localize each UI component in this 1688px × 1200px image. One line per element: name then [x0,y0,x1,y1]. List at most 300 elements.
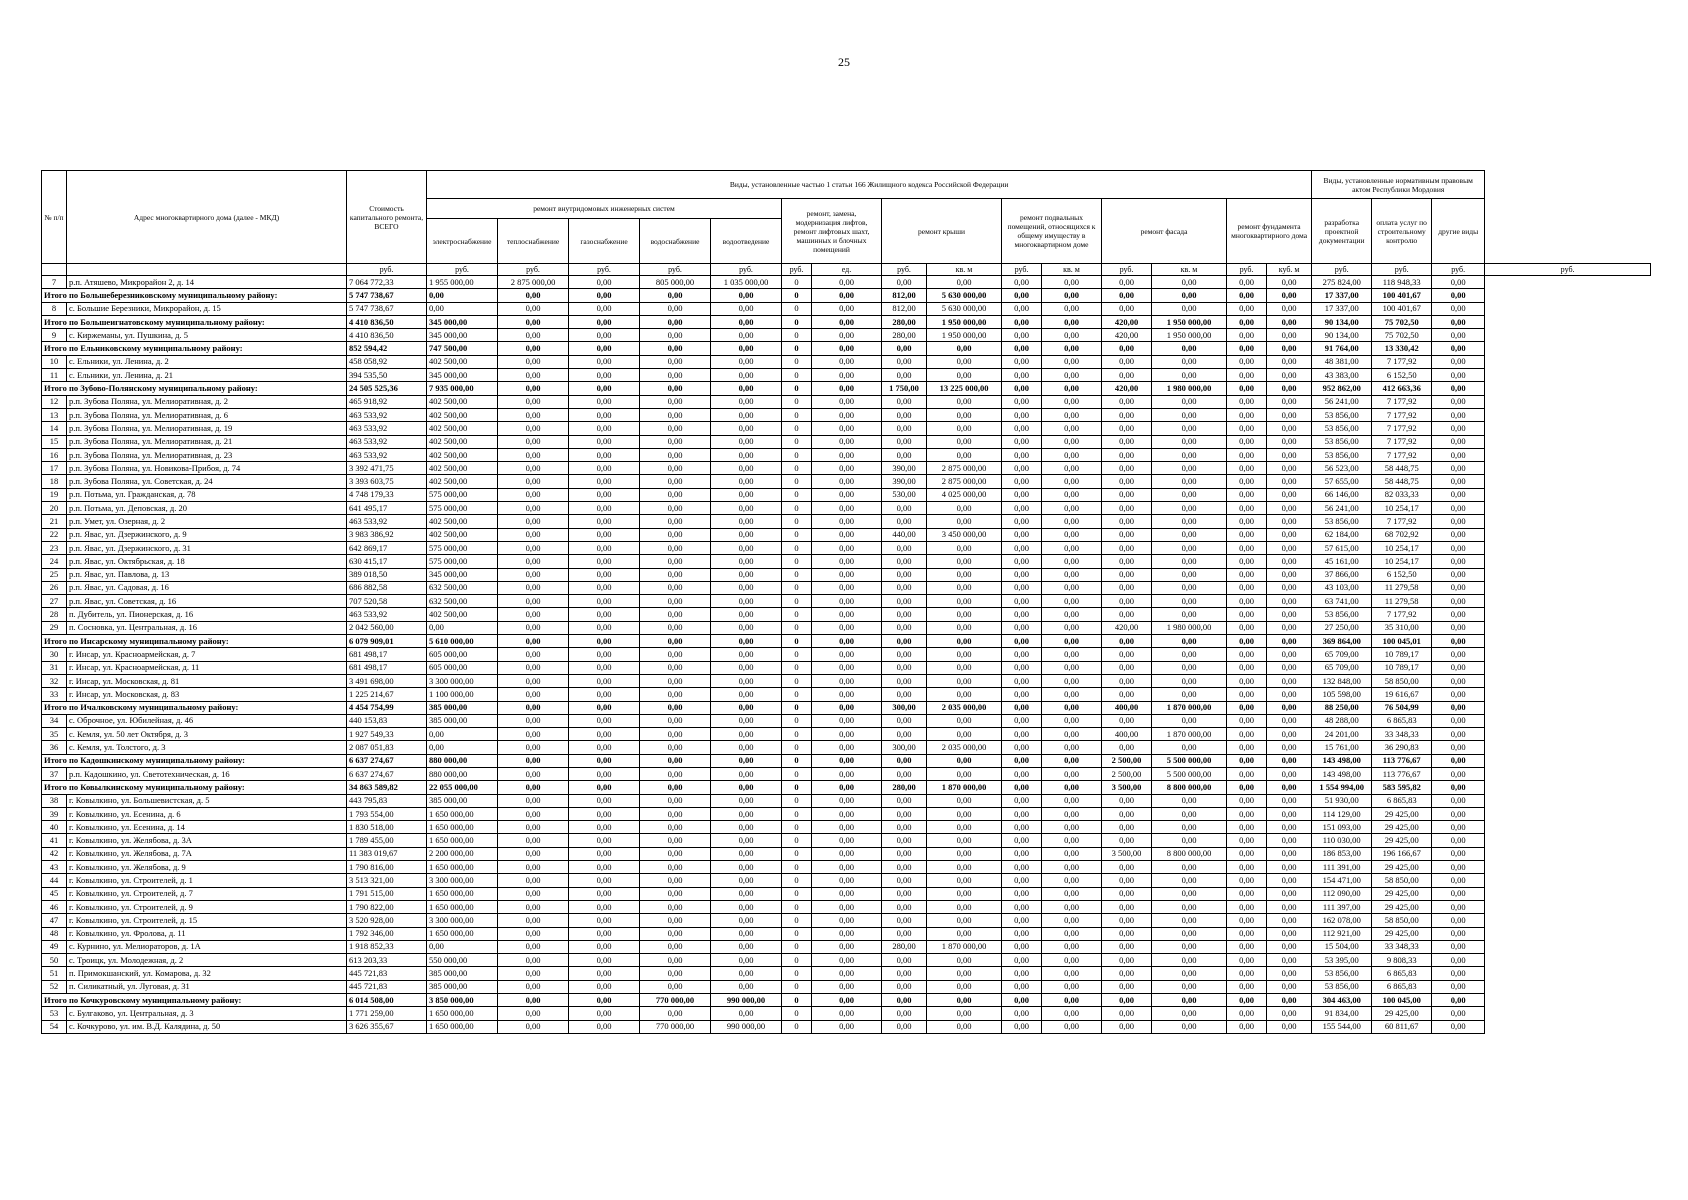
row-value-cell: 0,00 [569,342,640,355]
row-value-cell: 0,00 [812,289,882,302]
row-value-cell: 0,00 [1152,435,1227,448]
row-value-cell: 0,00 [1227,635,1267,648]
row-number: 21 [42,515,67,528]
row-value-cell: 0 [782,767,812,780]
row-value-cell: 0,00 [1042,954,1102,967]
row-value-cell: 0,00 [711,648,782,661]
row-value-cell: 0,00 [498,794,569,807]
row-value-cell: 300,00 [882,741,927,754]
row-value-cell: 0,00 [1042,355,1102,368]
row-value-cell: 0,00 [1152,861,1227,874]
row-value-cell: 0,00 [1227,847,1267,860]
row-value-cell: 0,00 [1042,754,1102,767]
row-value-cell: 0,00 [1432,395,1485,408]
row-value-cell: 0,00 [812,1020,882,1033]
row-value-cell: 0,00 [1102,900,1152,913]
row-value-cell: 0,00 [1227,462,1267,475]
row-value-cell: 0,00 [711,1007,782,1020]
row-value-cell: 53 856,00 [1312,448,1372,461]
row-value-cell: 0,00 [711,781,782,794]
row-value-cell: 34 863 589,82 [347,781,427,794]
row-value-cell: 0,00 [1267,648,1312,661]
row-value-cell: 0 [782,422,812,435]
row-value-cell: 114 129,00 [1312,807,1372,820]
row-value-cell: 0,00 [711,422,782,435]
row-value-cell: 0,00 [1432,528,1485,541]
row-value-cell: 0,00 [1432,355,1485,368]
row-value-cell: 17 337,00 [1312,289,1372,302]
row-value-cell: 0,00 [1432,940,1485,953]
row-value-cell: 0,00 [640,528,711,541]
row-value-cell: 0,00 [569,435,640,448]
row-value-cell: 65 709,00 [1312,648,1372,661]
row-value-cell: 0,00 [640,355,711,368]
row-value-cell: 4 454 754,99 [347,701,427,714]
row-value-cell: 0,00 [1227,674,1267,687]
header-foundation: ремонт фундамента многоквартирного дома [1227,199,1312,264]
row-number: 34 [42,714,67,727]
row-value-cell: 100 045,00 [1372,994,1432,1007]
row-value-cell: 0,00 [1432,754,1485,767]
row-value-cell: 0,00 [1102,1020,1152,1033]
row-value-cell: 0,00 [711,608,782,621]
row-address: г. Ковылкино, ул. Большевистская, д. 5 [67,794,347,807]
row-value-cell: 10 789,17 [1372,648,1432,661]
row-value-cell: 0,00 [812,541,882,554]
row-value-cell: 0,00 [569,608,640,621]
header-roof: ремонт крыши [882,199,1002,264]
row-value-cell: 0,00 [1152,874,1227,887]
row-value-cell: 0,00 [640,555,711,568]
table-body [42,276,1651,1034]
row-value-cell: 0,00 [640,448,711,461]
row-value-cell: 0,00 [1102,302,1152,315]
row-value-cell: 0,00 [1227,767,1267,780]
row-value-cell: 10 254,17 [1372,502,1432,515]
row-value-cell: 0,00 [1102,555,1152,568]
row-value-cell: 445 721,83 [347,980,427,993]
row-value-cell: 0,00 [1432,701,1485,714]
row-value-cell: 0,00 [569,940,640,953]
row-address: р.п. Атяшево, Микрорайон 2, д. 14 [67,276,347,289]
row-value-cell: 0,00 [640,674,711,687]
row-value-cell: 0,00 [711,754,782,767]
row-number: 44 [42,874,67,887]
row-value-cell: 4 748 179,33 [347,488,427,501]
header-group-engineering: ремонт внутридомовых инженерных систем [427,199,782,219]
row-value-cell: 463 533,92 [347,408,427,421]
row-address: г. Ковылкино, ул. Строителей, д. 1 [67,874,347,887]
row-value-cell: 0,00 [640,847,711,860]
row-value-cell: 0,00 [882,621,927,634]
row-value-cell: 390,00 [882,475,927,488]
row-value-cell: 0,00 [498,1020,569,1033]
row-value-cell: 0 [782,781,812,794]
row-value-cell: 58 850,00 [1372,874,1432,887]
row-value-cell: 0,00 [1432,488,1485,501]
row-value-cell: 0,00 [1042,608,1102,621]
row-value-cell: 0,00 [1432,515,1485,528]
row-value-cell: 0,00 [640,661,711,674]
row-value-cell: 0,00 [1002,595,1042,608]
row-number: 17 [42,462,67,475]
row-value-cell: 0,00 [1042,874,1102,887]
row-value-cell: 550 000,00 [427,954,498,967]
row-value-cell: 0,00 [1227,608,1267,621]
row-value-cell: 0,00 [1432,648,1485,661]
row-value-cell: 1 927 549,33 [347,728,427,741]
row-value-cell: 0,00 [1002,741,1042,754]
row-value-cell: 345 000,00 [427,315,498,328]
row-value-cell: 440,00 [882,528,927,541]
row-value-cell: 2 035 000,00 [927,701,1002,714]
row-value-cell: 0,00 [711,382,782,395]
row-address: п. Дубитель, ул. Пионерская, д. 16 [67,608,347,621]
row-value-cell: 0,00 [812,448,882,461]
row-value-cell: 0,00 [1042,635,1102,648]
row-value-cell: 155 544,00 [1312,1020,1372,1033]
row-value-cell: 0,00 [640,701,711,714]
row-value-cell: 0,00 [1042,821,1102,834]
row-value-cell: 0,00 [1002,342,1042,355]
row-value-cell: 1 950 000,00 [1152,329,1227,342]
row-value-cell: 0,00 [1102,276,1152,289]
row-value-cell: 3 393 603,75 [347,475,427,488]
row-value-cell: 0,00 [498,488,569,501]
row-value-cell: 58 850,00 [1372,914,1432,927]
row-value-cell: 0,00 [927,914,1002,927]
row-value-cell: 0,00 [1002,781,1042,794]
row-value-cell: 613 203,33 [347,954,427,967]
row-value-cell: 0,00 [640,967,711,980]
row-value-cell: 0,00 [1432,874,1485,887]
row-value-cell: 0,00 [1227,821,1267,834]
row-value-cell: 0,00 [711,355,782,368]
row-value-cell: 0,00 [1267,980,1312,993]
row-address: с. Оброчное, ул. Юбилейная, д. 46 [67,714,347,727]
row-value-cell: 7 177,92 [1372,422,1432,435]
row-value-cell: 43 383,00 [1312,369,1372,382]
header-basement: ремонт подвальных помещений, относящихся к общему имуществу в многоквартирном доме [1002,199,1102,264]
row-value-cell: 0,00 [1002,794,1042,807]
row-value-cell: 0 [782,834,812,847]
row-value-cell: 0,00 [1432,1007,1485,1020]
row-value-cell: 3 850 000,00 [427,994,498,1007]
row-value-cell: 22 055 000,00 [427,781,498,794]
row-value-cell: 8 800 000,00 [1152,847,1227,860]
row-value-cell: 0,00 [569,954,640,967]
row-value-cell: 605 000,00 [427,648,498,661]
row-value-cell: 33 348,33 [1372,728,1432,741]
row-value-cell: 53 856,00 [1312,980,1372,993]
row-value-cell: 0,00 [812,914,882,927]
unit-cell: руб. [1002,264,1042,276]
row-value-cell: 630 415,17 [347,555,427,568]
row-address: р.п. Умет, ул. Озерная, д. 2 [67,515,347,528]
row-value-cell: 0,00 [1267,302,1312,315]
row-value-cell: 0 [782,794,812,807]
row-value-cell: 385 000,00 [427,980,498,993]
district-total-row [42,781,1651,794]
row-value-cell: 0,00 [927,422,1002,435]
row-value-cell: 0 [782,688,812,701]
row-value-cell: 0,00 [711,448,782,461]
table-row [42,648,1651,661]
row-value-cell: 0,00 [882,541,927,554]
row-value-cell: 0,00 [812,315,882,328]
row-value-cell: 0,00 [1002,927,1042,940]
row-value-cell: 463 533,92 [347,515,427,528]
row-value-cell: 0,00 [1042,728,1102,741]
row-value-cell: 0 [782,408,812,421]
row-value-cell: 0,00 [1227,954,1267,967]
header-water: водоснабжение [640,219,711,264]
row-value-cell: 463 533,92 [347,435,427,448]
row-value-cell: 0,00 [1227,834,1267,847]
row-value-cell: 7 177,92 [1372,395,1432,408]
row-value-cell: 0,00 [1267,342,1312,355]
row-value-cell: 0,00 [812,927,882,940]
row-value-cell: 0,00 [812,794,882,807]
district-total-label: Итого по Ковылкинскому муниципальному району: [42,781,347,794]
table-row [42,329,1651,342]
row-value-cell: 0,00 [1267,847,1312,860]
row-value-cell: 0,00 [498,728,569,741]
row-value-cell: 0,00 [1102,568,1152,581]
row-value-cell: 3 300 000,00 [427,674,498,687]
row-value-cell: 0 [782,488,812,501]
row-value-cell: 0,00 [927,954,1002,967]
row-value-cell: 389 018,50 [347,568,427,581]
row-value-cell: 0 [782,289,812,302]
row-value-cell: 0,00 [498,355,569,368]
district-total-row [42,289,1651,302]
row-value-cell: 100 401,67 [1372,302,1432,315]
unit-cell: руб. [1227,264,1267,276]
row-value-cell: 111 397,00 [1312,900,1372,913]
row-value-cell: 0,00 [498,448,569,461]
row-value-cell: 0,00 [640,369,711,382]
row-value-cell: 0,00 [1042,581,1102,594]
row-number: 7 [42,276,67,289]
row-value-cell: 88 250,00 [1312,701,1372,714]
row-address: г. Ковылкино, ул. Строителей, д. 7 [67,887,347,900]
units-row [42,264,1651,276]
row-number: 25 [42,568,67,581]
row-value-cell: 0,00 [882,408,927,421]
row-value-cell: 0,00 [1002,1020,1042,1033]
table-row [42,595,1651,608]
row-value-cell: 770 000,00 [640,994,711,1007]
row-value-cell: 0,00 [1432,728,1485,741]
row-value-cell: 7 064 772,33 [347,276,427,289]
row-number: 11 [42,369,67,382]
row-value-cell: 24 201,00 [1312,728,1372,741]
table-row [42,488,1651,501]
row-value-cell: 0,00 [927,276,1002,289]
row-value-cell: 0,00 [498,462,569,475]
row-value-cell: 0,00 [640,315,711,328]
row-value-cell: 0 [782,448,812,461]
row-value-cell: 6 865,83 [1372,967,1432,980]
row-address: с. Ельники, ул. Ленина, д. 2 [67,355,347,368]
row-value-cell: 0 [782,674,812,687]
row-value-cell: 0,00 [1002,940,1042,953]
row-address: г. Ковылкино, ул. Есенина, д. 6 [67,807,347,820]
row-value-cell: 0,00 [1152,302,1227,315]
row-value-cell: 0,00 [882,422,927,435]
row-value-cell: 0,00 [1152,674,1227,687]
row-value-cell: 0,00 [1267,900,1312,913]
row-value-cell: 0,00 [1152,355,1227,368]
row-value-cell: 0,00 [1267,382,1312,395]
row-value-cell: 0,00 [569,541,640,554]
row-address: с. Курнино, ул. Мелиораторов, д. 1А [67,940,347,953]
row-value-cell: 0,00 [812,847,882,860]
row-value-cell: 0,00 [1002,874,1042,887]
table-row [42,821,1651,834]
row-value-cell: 0,00 [1102,994,1152,1007]
row-value-cell: 7 177,92 [1372,608,1432,621]
row-value-cell: 0,00 [640,382,711,395]
row-value-cell: 0,00 [498,408,569,421]
row-value-cell: 0,00 [711,900,782,913]
row-value-cell: 0,00 [427,741,498,754]
row-number: 26 [42,581,67,594]
row-value-cell: 0 [782,701,812,714]
row-value-cell: 0,00 [927,887,1002,900]
row-value-cell: 0,00 [1042,395,1102,408]
row-value-cell: 24 505 525,36 [347,382,427,395]
row-value-cell: 0,00 [927,435,1002,448]
row-value-cell: 0,00 [1102,515,1152,528]
row-value-cell: 0,00 [711,502,782,515]
row-value-cell: 0,00 [882,608,927,621]
row-value-cell: 0,00 [1102,980,1152,993]
row-value-cell: 90 134,00 [1312,329,1372,342]
row-value-cell: 0,00 [812,422,882,435]
row-value-cell: 0,00 [1102,741,1152,754]
row-value-cell: 6 865,83 [1372,980,1432,993]
row-value-cell: 0,00 [1432,927,1485,940]
row-value-cell: 0,00 [569,568,640,581]
row-value-cell: 0,00 [1002,728,1042,741]
row-address: р.п. Зубова Поляна, ул. Мелиоративная, д. 23 [67,448,347,461]
row-value-cell: 0,00 [1432,302,1485,315]
row-value-cell: 0,00 [1227,475,1267,488]
row-value-cell: 0,00 [1002,422,1042,435]
row-value-cell: 0,00 [1042,315,1102,328]
row-value-cell: 0,00 [1042,847,1102,860]
row-value-cell: 105 598,00 [1312,688,1372,701]
row-value-cell: 0,00 [882,874,927,887]
row-value-cell: 1 870 000,00 [1152,728,1227,741]
row-value-cell: 0,00 [1152,688,1227,701]
row-value-cell: 1 650 000,00 [427,927,498,940]
row-value-cell: 0,00 [1002,1007,1042,1020]
row-value-cell: 0 [782,528,812,541]
row-value-cell: 0,00 [1152,488,1227,501]
unit-cell: руб. [782,264,812,276]
table-row [42,435,1651,448]
row-value-cell: 110 030,00 [1312,834,1372,847]
table-row [42,502,1651,515]
row-value-cell: 0,00 [1432,502,1485,515]
row-value-cell: 0,00 [1432,914,1485,927]
district-total-row [42,701,1651,714]
row-address: р.п. Зубова Поляна, ул. Мелиоративная, д. 19 [67,422,347,435]
row-value-cell: 29 425,00 [1372,807,1432,820]
row-value-cell: 0,00 [1432,794,1485,807]
row-value-cell: 0 [782,395,812,408]
row-value-cell: 0,00 [1227,980,1267,993]
table-row [42,954,1651,967]
row-value-cell: 402 500,00 [427,608,498,621]
row-value-cell: 0,00 [882,648,927,661]
row-value-cell: 0,00 [1432,382,1485,395]
row-value-cell: 0,00 [640,581,711,594]
row-value-cell: 5 630 000,00 [927,302,1002,315]
row-value-cell: 1 980 000,00 [1152,382,1227,395]
row-value-cell: 0,00 [1152,555,1227,568]
row-value-cell: 3 392 471,75 [347,462,427,475]
row-address: с. Кемля, ул. 50 лет Октября, д. 3 [67,728,347,741]
row-value-cell: 0,00 [498,994,569,1007]
row-value-cell: 1 792 346,00 [347,927,427,940]
row-value-cell: 0,00 [1227,355,1267,368]
row-value-cell: 0,00 [1432,980,1485,993]
table-row [42,1020,1651,1033]
row-value-cell: 0,00 [1002,462,1042,475]
row-value-cell: 0,00 [498,435,569,448]
table-row [42,462,1651,475]
unit-cell: кв. м [1042,264,1102,276]
row-value-cell: 0,00 [927,355,1002,368]
row-value-cell: 0,00 [498,581,569,594]
district-total-row [42,382,1651,395]
row-value-cell: 0,00 [927,502,1002,515]
row-value-cell: 0,00 [1002,555,1042,568]
row-value-cell: 0,00 [1002,515,1042,528]
row-value-cell: 0,00 [812,980,882,993]
row-value-cell: 0,00 [812,940,882,953]
row-value-cell: 0,00 [1152,408,1227,421]
row-value-cell: 0,00 [882,914,927,927]
row-value-cell: 0 [782,555,812,568]
row-value-cell: 0,00 [882,927,927,940]
row-value-cell: 0,00 [1102,635,1152,648]
row-value-cell: 0,00 [1152,940,1227,953]
row-value-cell: 0 [782,900,812,913]
row-value-cell: 0,00 [1267,515,1312,528]
row-value-cell: 0,00 [640,874,711,887]
row-value-cell: 0,00 [498,515,569,528]
row-address: г. Инсар, ул. Красноармейская, д. 11 [67,661,347,674]
row-value-cell: 0,00 [927,621,1002,634]
row-value-cell: 2 875 000,00 [927,475,1002,488]
row-value-cell: 0,00 [1152,834,1227,847]
row-value-cell: 0,00 [927,369,1002,382]
row-value-cell: 0,00 [1267,435,1312,448]
row-value-cell: 0,00 [498,807,569,820]
row-value-cell: 0,00 [812,568,882,581]
row-value-cell: 0,00 [640,408,711,421]
row-value-cell: 0,00 [1432,462,1485,475]
table-row [42,302,1651,315]
row-value-cell: 1 789 455,00 [347,834,427,847]
row-value-cell: 0,00 [927,688,1002,701]
row-value-cell: 0,00 [1042,369,1102,382]
